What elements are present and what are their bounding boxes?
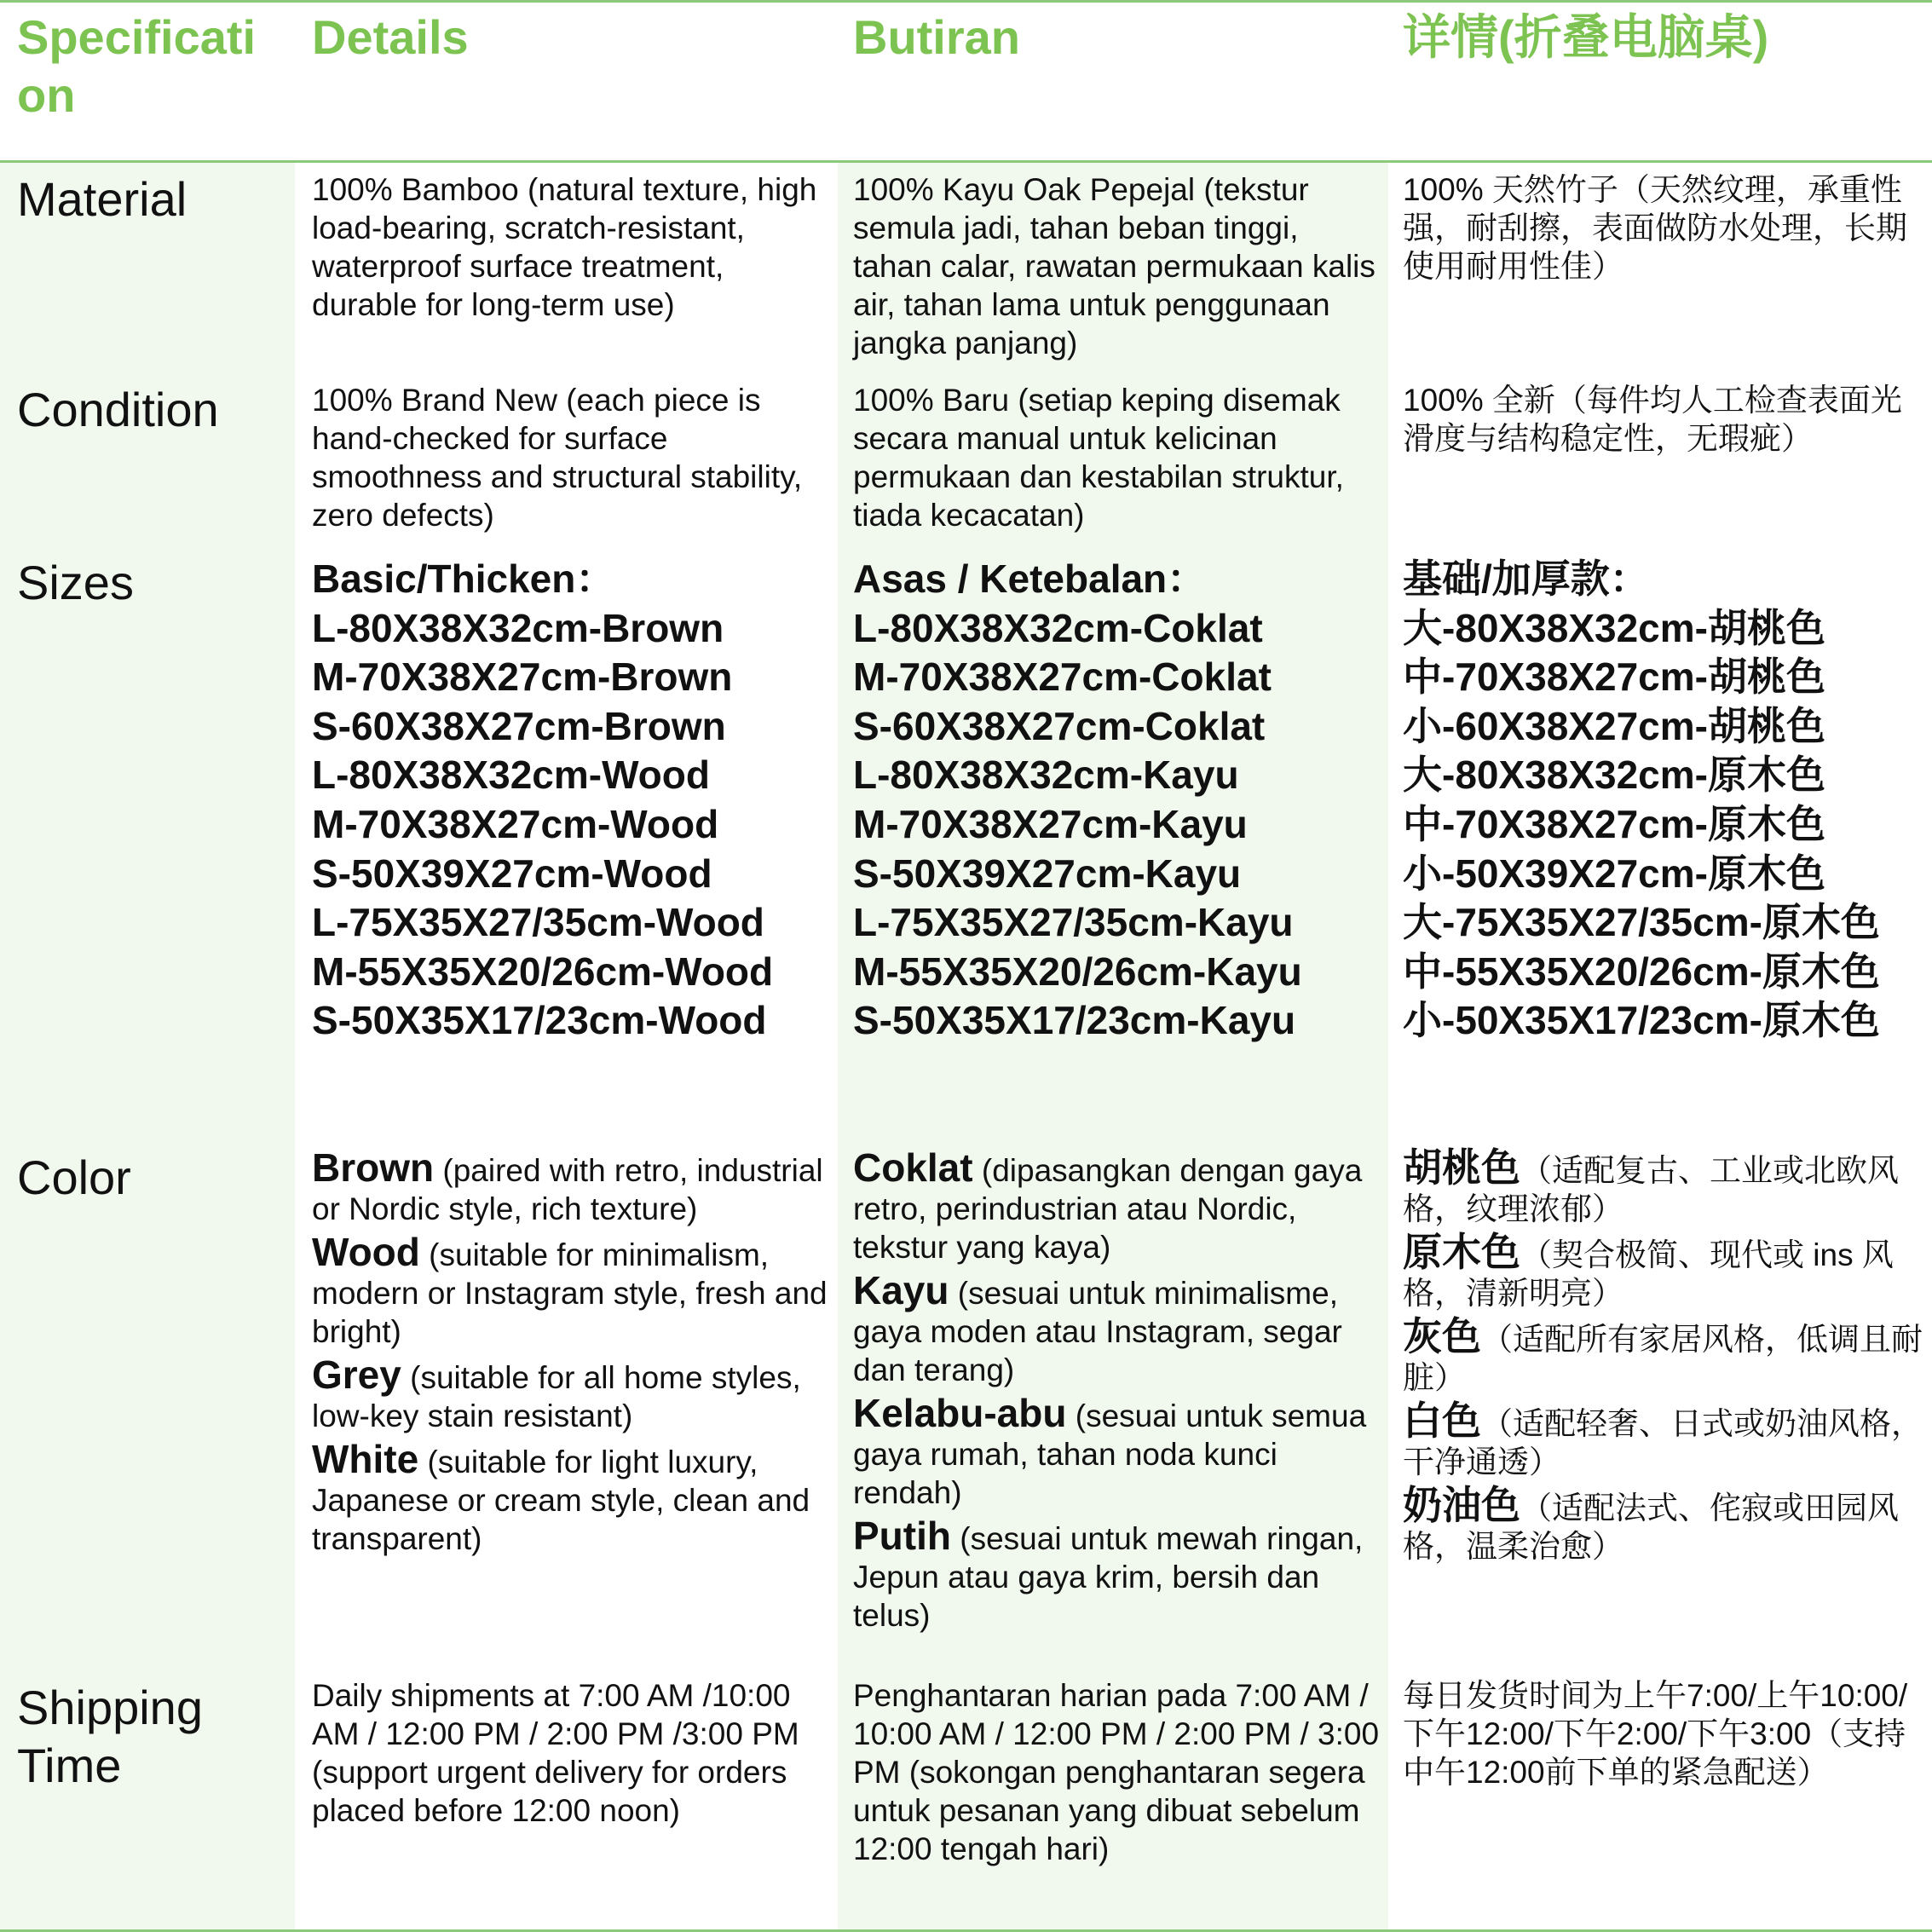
color-entry <box>1403 1314 1924 1397</box>
color-entry <box>1403 1230 1924 1312</box>
color-description: (sesuai untuk mewah ringan, Jepun atau gaya krim, bersih dan telus) <box>853 1521 1364 1633</box>
color-description: (suitable for all home styles, low-key stain resistant) <box>312 1360 801 1433</box>
shipping-zh: 每日发货时间为上午7:00/上午10:00/下午12:00/下午2:00/下午3:00（支持中午12:00前下单的紧急配送） <box>1403 1678 1908 1790</box>
row-label-material: Material <box>17 172 187 226</box>
color-name: Putih <box>853 1514 951 1558</box>
size-line: 大-80X38X32cm-胡桃色 <box>1403 605 1825 650</box>
color-entry <box>312 1437 828 1558</box>
color-entry <box>853 1514 1383 1635</box>
material-ms: 100% Kayu Oak Pepejal (tekstur semula jadi, tahan beban tinggi, tahan calar, rawatan permukaan kalis air, tahan lama untuk penggunaan jangka panjang) <box>853 172 1375 360</box>
size-line: L-80X38X32cm-Wood <box>312 753 710 798</box>
condition-zh: 100% 全新（每件均人工检查表面光滑度与结构稳定性，无瑕疵） <box>1403 383 1902 456</box>
size-line: 大-80X38X32cm-原木色 <box>1403 753 1825 798</box>
size-line: S-60X38X27cm-Brown <box>312 703 726 748</box>
size-line: M-55X35X20/26cm-Wood <box>312 949 774 994</box>
color-name: White <box>312 1437 419 1481</box>
color-description: （契合极简、现代或 ins 风格，清新明亮） <box>1403 1237 1894 1311</box>
header-specification: Specification <box>17 10 257 122</box>
row-label-condition: Condition <box>17 383 219 436</box>
color-description: (paired with retro, industrial or Nordic style, rich texture) <box>312 1153 823 1226</box>
size-line: 中-55X35X20/26cm-原木色 <box>1403 949 1880 994</box>
size-line: L-80X38X32cm-Coklat <box>853 605 1263 650</box>
color-name: 灰色 <box>1403 1314 1481 1358</box>
sizes-heading: 基础/加厚款： <box>1403 557 1649 601</box>
row-label-shipping: Shipping Time <box>17 1681 203 1792</box>
size-line: L-80X38X32cm-Brown <box>312 605 724 650</box>
color-entry <box>853 1268 1383 1389</box>
color-entry <box>312 1230 828 1351</box>
sizes-en <box>312 555 832 1046</box>
sizes-ms <box>853 555 1381 1046</box>
header-butiran: Butiran <box>853 10 1020 64</box>
sizes-heading: Asas / Ketebalan： <box>853 557 1207 601</box>
color-name: Coklat <box>853 1145 973 1190</box>
size-line: S-60X38X27cm-Coklat <box>853 703 1266 748</box>
color-description: （适配复古、工业或北欧风格，纹理浓郁） <box>1403 1153 1899 1226</box>
color-description: (sesuai untuk minimalisme, gaya moden atau Instagram, segar dan terang) <box>853 1276 1342 1387</box>
size-line: 中-70X38X27cm-原木色 <box>1403 801 1825 846</box>
color-description: (suitable for minimalism, modern or Instagram style, fresh and bright) <box>312 1237 828 1349</box>
size-line: 小-50X35X17/23cm-原木色 <box>1403 998 1880 1043</box>
color-entry <box>1403 1399 1924 1481</box>
top-rule <box>0 0 1932 3</box>
row-label-sizes: Sizes <box>17 556 134 609</box>
color-name: 原木色 <box>1403 1230 1520 1274</box>
color-ms <box>853 1145 1383 1640</box>
color-entry <box>1403 1145 1924 1228</box>
size-line: S-50X39X27cm-Kayu <box>853 851 1242 896</box>
color-name: Grey <box>312 1352 401 1397</box>
material-zh: 100% 天然竹子（天然纹理，承重性强，耐刮擦，表面做防水处理，长期使用耐用性佳） <box>1403 172 1907 284</box>
material-en: 100% Bamboo (natural texture, high load-bearing, scratch-resistant, waterproof surface treatment, durable for long-term use) <box>312 172 817 322</box>
color-name: Brown <box>312 1145 435 1190</box>
header-chinese: 详情(折叠电脑桌) <box>1403 10 1769 64</box>
color-entry <box>312 1145 828 1228</box>
color-name: 奶油色 <box>1403 1483 1520 1527</box>
color-entry <box>312 1352 828 1435</box>
row-label-color: Color <box>17 1151 131 1204</box>
color-name: Kelabu-abu <box>853 1391 1067 1435</box>
size-line: 小-50X39X27cm-原木色 <box>1403 851 1825 896</box>
color-description: （适配法式、侘寂或田园风格，温柔治愈） <box>1403 1491 1899 1564</box>
color-name: 胡桃色 <box>1403 1145 1520 1190</box>
size-line: L-75X35X27/35cm-Wood <box>312 900 764 945</box>
header-details: Details <box>312 10 469 64</box>
size-line: M-70X38X27cm-Brown <box>312 655 733 700</box>
color-description: （适配轻奢、日式或奶油风格，干净通透） <box>1403 1406 1923 1479</box>
color-name: Wood <box>312 1230 420 1274</box>
color-entry <box>853 1145 1383 1266</box>
size-line: M-70X38X27cm-Wood <box>312 801 719 846</box>
color-name: 白色 <box>1403 1399 1481 1443</box>
size-line: S-50X39X27cm-Wood <box>312 851 712 896</box>
color-name: Kayu <box>853 1268 949 1312</box>
color-description: (sesuai untuk semua gaya rumah, tahan noda kunci rendah) <box>853 1399 1367 1510</box>
size-line: 大-75X35X27/35cm-原木色 <box>1403 900 1880 945</box>
size-line: M-70X38X27cm-Coklat <box>853 655 1272 700</box>
color-description: (dipasangkan dengan gaya retro, perindustrian atau Nordic, tekstur yang kaya) <box>853 1153 1363 1265</box>
shipping-ms: Penghantaran harian pada 7:00 AM / 10:00 AM / 12:00 PM / 2:00 PM / 3:00 PM (sokongan penghantaran segera untuk pesanan yang dibuat sebelum 12:00 tengah hari) <box>853 1678 1380 1866</box>
sizes-zh <box>1403 555 1929 1046</box>
condition-ms: 100% Baru (setiap keping disemak secara manual untuk kelicinan permukaan dan kestabilan struktur, tiada kecacatan) <box>853 383 1344 533</box>
size-line: S-50X35X17/23cm-Wood <box>312 998 767 1043</box>
header-rule <box>0 160 1932 163</box>
size-line: M-55X35X20/26cm-Kayu <box>853 949 1302 994</box>
sizes-heading: Basic/Thicken： <box>312 557 615 601</box>
size-line: L-75X35X27/35cm-Kayu <box>853 900 1294 945</box>
size-line: 中-70X38X27cm-胡桃色 <box>1403 655 1825 700</box>
size-line: L-80X38X32cm-Kayu <box>853 753 1239 798</box>
color-en <box>312 1145 828 1563</box>
shipping-en: Daily shipments at 7:00 AM /10:00 AM / 12:00 PM / 2:00 PM /3:00 PM (support urgent delivery for orders placed before 12:00 noon) <box>312 1678 799 1828</box>
size-line: S-50X35X17/23cm-Kayu <box>853 998 1296 1043</box>
color-zh <box>1403 1145 1924 1571</box>
size-line: M-70X38X27cm-Kayu <box>853 801 1248 846</box>
color-entry <box>1403 1483 1924 1566</box>
condition-en: 100% Brand New (each piece is hand-checked for surface smoothness and structural stability, zero defects) <box>312 383 803 533</box>
color-entry <box>853 1391 1383 1512</box>
color-description: (suitable for light luxury, Japanese or cream style, clean and transparent) <box>312 1445 810 1556</box>
color-description: （适配所有家居风格，低调且耐脏） <box>1403 1322 1923 1395</box>
size-line: 小-60X38X27cm-胡桃色 <box>1403 703 1825 748</box>
